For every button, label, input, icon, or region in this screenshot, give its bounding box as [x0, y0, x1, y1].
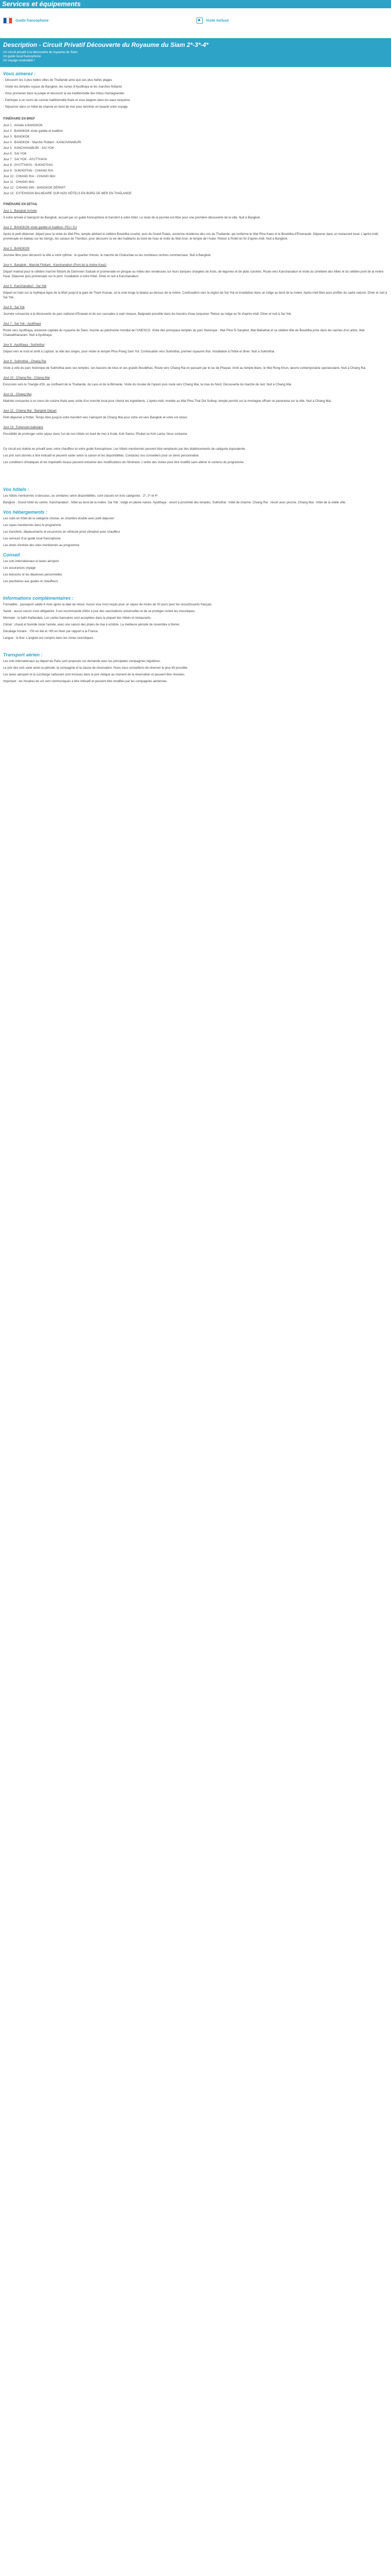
included-item: Les nuits en hôtel de la catégorie choisie, en chambre double avec petit déjeuner — [3, 517, 115, 520]
itinerary-item: Jour 2 : BANGKOK visite guidée et tradition — [3, 130, 63, 133]
day-block — [3, 376, 388, 387]
transport-line: Les taxes aéroport et la surcharge carburant sont incluses dans le prix indiqué au moment de la réservation et peuvent être révisées. — [3, 673, 185, 676]
itinerary-item: Jour 13 : EXTENSION BALNEAIRE SUR NOS HÔTELS EN BORD DE MER EN THAÏLANDE — [3, 192, 132, 195]
day-block — [3, 343, 388, 354]
day-text: Départ en train sur la mythique ligne de la Mort jusqu'à la gare de Tham Krasae, où la voie longe la falaise au-dessus de la rivière. Continuation vers la région de Sai Yok et installation dans un lodge au bord de la rivière. Après-midi libre pour profiter du cadre naturel. Dîner et nuit à Sai Yok. — [3, 292, 387, 299]
itinerary-item: Jour 10 : CHIANG RAI - CHIANG MAI — [3, 175, 56, 178]
page — [0, 0, 391, 684]
itinerary-item: Jour 11 : CHIANG MAI — [3, 181, 35, 184]
advice-heading: Conseil — [3, 552, 20, 557]
day-block — [3, 306, 388, 317]
itinerary-title: ITINÉRAIRE EN BREF — [3, 117, 36, 121]
day-text: Départ matinal pour le célèbre marché flottant de Damnoen Saduak et promenade en pirogue au milieu des vendeuses sur leurs barques chargées de fruits, de légumes et de plats cuisinés. Route vers Kanchanaburi et visite du cimetière des Alliés et du célèbre pont de la rivière Kwaï. Déjeuner puis promenade sur le pont. Installation à votre hôtel. Dîner et nuit à Kanchanaburi. — [3, 270, 384, 278]
program-heading: Vous aimerez : — [3, 71, 36, 76]
itinerary-detail — [0, 202, 391, 437]
day-block — [3, 409, 388, 420]
day-title: Jour 5 : Kanchanaburi - Sai Yok — [3, 285, 47, 288]
transport-heading: Transport aérien : — [3, 652, 43, 657]
day-title: Jour 3 : BANGKOK — [3, 247, 30, 250]
day-text: Journée consacrée à la découverte du parc national d'Erawan et de ses cascades à sept niveaux. Baignade possible dans les bassins d'eau turquoise. Retour au lodge en fin d'après-midi. Dîner et nuit à Sai Yok. — [3, 313, 292, 316]
included-item: Les services d'un guide local francophone — [3, 537, 61, 540]
day-block — [3, 360, 388, 371]
included-item: Les transferts, déplacements et excursions en véhicule privé climatisé avec chauffeur — [3, 531, 120, 534]
day-block — [3, 426, 388, 437]
day-text: À votre arrivée à l'aéroport de Bangkok, accueil par un guide francophone et transfert à votre hôtel. Le reste de la journée est libre pour une première découverte de la ville. Nuit à Bangkok. — [3, 216, 261, 219]
feature-guide — [0, 18, 197, 24]
day-text: Visite à vélo du parc historique de Sukhothai avec ses temples, ses bassins de lotus et ses grands Bouddhas. Route vers Chiang Rai en passant par le lac de Phayao. Arrêt au temple blanc, le Wat Rong Khun, œuvre contemporaine spectaculaire. Nuit à Chiang Rai. — [3, 367, 367, 370]
ticket-icon — [197, 18, 203, 24]
day-text: Excursion vers le Triangle d'Or, au confluent de la Thaïlande, du Laos et de la Birmanie. Visite du musée de l'opium puis route vers Chiang Mai, la rose du Nord. Découverte du marché de nuit. Nuit à Chiang Mai. — [3, 383, 292, 386]
included-item: Les droits d'entrée des sites mentionnés au programme — [3, 544, 79, 547]
advice-item: Les assurances voyage — [3, 567, 36, 570]
description-tags — [3, 50, 388, 63]
intro-line: - Participer à un cours de cuisine traditionnelle thaïe et vous baigner dans les eaux turquoise — [3, 99, 130, 102]
itinerary-summary — [0, 117, 391, 196]
tag-item: Un circuit privatif à la découverte du royaume de Siam — [3, 51, 78, 54]
detail-title: ITINÉRAIRE EN DÉTAIL — [3, 203, 38, 206]
day-text: Journée libre pour découvrir la ville à votre rythme : le quartier chinois, le marché de Chatuchak ou les nombreux centres commerciaux. Nuit à Bangkok. — [3, 254, 211, 257]
day-text: Route vers Ayutthaya, ancienne capitale du royaume de Siam, inscrite au patrimoine mondial de l'UNESCO. Visite des principaux temples du parc historique : Wat Phra Si Sanphet, Wat Mahathat et sa célèbre tête de Bouddha prise dans les racines d'un arbre, Wat Chaiwatthanaram. Nuit à Ayutthaya. — [3, 329, 365, 337]
day-title: Jour 7 : Sai Yok - Ayutthaya — [3, 323, 41, 326]
day-title: Jour 8 : Ayutthaya - Sukhothai — [3, 344, 44, 347]
advice-item: Les pourboires aux guides et chauffeurs — [3, 580, 58, 583]
itinerary-item: Jour 5 : KANCHANABURI - SAI YOK — [3, 147, 54, 150]
day-title: Jour 11 : Chiang Mai — [3, 393, 31, 396]
transport-line: Important : les horaires de vol sont communiqués à titre indicatif et peuvent être modifiés par les compagnies aériennes. — [3, 680, 168, 683]
practical-line: Climat : chaud et humide toute l'année, avec une saison des pluies de mai à octobre. La meilleure période de novembre à février. — [3, 623, 181, 626]
hotels-body: Bangkok : Grand hôtel du centre. Kanchanaburi : hôtel au bord de la rivière. Sai Yok : lodge en pleine nature. Ayutthaya : resort à proximité des temples. Sukhothai : hôtel de charme. Chiang Rai : resort avec piscine. Chiang Mai : hôtel de la vieille ville. — [3, 501, 346, 504]
intro-line: - Découvrir les 3 plus belles villes de Thaïlande ainsi que ses plus belles plages — [3, 79, 112, 82]
advice-item: Les boissons et les dépenses personnelles — [3, 573, 62, 577]
transport-line: Les vols internationaux au départ de Paris sont proposés sur demande avec les principales compagnies régulières. — [3, 660, 161, 663]
tag-item: Un voyage modulable ! — [3, 59, 35, 62]
description-title: Description - Circuit Privatif Découverte du Royaume du Siam 2*-3*-4* — [3, 41, 209, 48]
day-title: Jour 2 : BANGKOK visite guidée et tradition. PDJ / DJ — [3, 226, 77, 229]
advice-item: Les vols internationaux et taxes aéroport — [3, 560, 59, 563]
hotels-section — [0, 494, 391, 505]
description-banner — [0, 38, 391, 67]
day-title: Jour 10 : Chiang Rai - Chiang Mai — [3, 377, 50, 380]
day-block — [3, 247, 388, 258]
advice-section — [0, 560, 391, 584]
program-intro — [0, 78, 391, 110]
day-title: Jour 12 : Chiang Mai - Bangkok Départ — [3, 410, 57, 413]
feature-guide-label: Guide francophone — [15, 19, 49, 23]
day-block — [3, 209, 388, 221]
day-title: Jour 1 : Bangkok Arrivée — [3, 210, 37, 213]
practical-line: Monnaie : le baht thaïlandais. Les cartes bancaires sont acceptées dans la plupart des hôtels et restaurants. — [3, 617, 152, 620]
included-item: Les repas mentionnés dans le programme — [3, 524, 61, 527]
day-block — [3, 263, 388, 279]
day-text: Départ vers le nord et arrêt à Lopburi, la ville des singes, pour visiter le temple Phra Prang Sam Yot. Continuation vers Sukhothai, premier royaume thaï. Installation à l'hôtel et dîner. Nuit à Sukhothai. — [3, 350, 275, 353]
hotels-heading: Vos hôtels : — [3, 487, 29, 492]
section-header-services: Services et équipements — [0, 0, 391, 8]
hotels-intro: Les hôtels mentionnés ci-dessous, ou similaires selon disponibilités, sont classés en trois catégories : 2*, 3* et 4*. — [3, 495, 159, 498]
itinerary-item: Jour 3 : BANGKOK — [3, 135, 30, 139]
practical-line: Formalités : passeport valide 6 mois après la date de retour. Aucun visa n'est requis pour un séjour de moins de 30 jours pour les ressortissants français. — [3, 603, 213, 606]
day-title: Jour 6 : Sai Yok — [3, 306, 25, 309]
day-block — [3, 393, 388, 404]
included-heading: Vos hébergements : — [3, 510, 47, 515]
day-block — [3, 322, 388, 338]
day-text: Matinée consacrée à un cours de cuisine thaïe avec visite d'un marché local pour choisir les ingrédients. L'après-midi, montée au Wat Phra That Doi Suthep, temple perché sur la montagne offrant un panorama sur la ville. Nuit à Chiang Mai. — [3, 400, 332, 403]
itinerary-item: Jour 12 : CHIANG MAI - BANGKOK DÉPART — [3, 187, 66, 190]
practical-section — [0, 603, 391, 641]
practical-line: Santé : aucun vaccin n'est obligatoire. Il est recommandé d'être à jour des vaccinations universelles et de se protéger contre les moustiques. — [3, 610, 196, 613]
intro-line: - Séjourner dans un hôtel de charme en bord de mer pour terminer en beauté votre voyage — [3, 106, 128, 109]
day-text: Après le petit déjeuner, départ pour la visite du Wat Pho, temple abritant le célèbre Bouddha couché, puis du Grand Palais, ancienne résidence des rois de Thaïlande, qui renferme le Wat Phra Kaeo et le Bouddha d'Émeraude. Déjeuner dans un restaurant local. L'après-midi, promenade en bateau sur les klongs, les canaux de Thonburi, pour découvrir la vie des habitants au bord de l'eau et visite du Wat Arun, le temple de l'Aube. Retour à l'hôtel en fin d'après-midi. Nuit à Bangkok. — [3, 233, 379, 241]
intro-line: - Vous promener dans la jungle et découvrir la vie traditionnelle des tribus montagnardes — [3, 92, 125, 95]
itinerary-item: Jour 6 : SAI YOK — [3, 152, 27, 156]
practical-line: Langue : le thaï. L'anglais est compris dans les zones touristiques. — [3, 637, 94, 640]
features-row — [0, 12, 391, 29]
transport-line: Le prix des vols varie selon la période, la compagnie et la classe de réservation. Nous vous conseillons de réserver le plus tôt possible. — [3, 667, 188, 670]
feature-visit — [197, 18, 229, 24]
note-line: Ce circuit est réalisé en privatif avec votre chauffeur et votre guide francophone. Les hôtels mentionnés peuvent être remplacés par des établissements de catégorie équivalente. — [3, 448, 246, 451]
day-block — [3, 284, 388, 300]
day-title: Jour 4 : Bangkok - Marché Flottant - Kanchanaburi (Pont de la rivière Kwaï) — [3, 264, 107, 267]
days-list — [3, 209, 388, 437]
itinerary-list — [3, 124, 388, 196]
transport-section — [0, 659, 391, 684]
day-title: Jour 13 : Extension balnéaire — [3, 426, 43, 429]
day-title: Jour 9 : Sukhothai - Chiang Rai — [3, 360, 46, 363]
day-text: Possibilité de prolonger votre séjour dans l'un de nos hôtels en bord de mer à Krabi, Koh Samui, Phuket ou Koh Lanta. Nous contacter. — [3, 433, 188, 436]
itinerary-item: Jour 8 : AYUTTHAYA - SUKHOTHAI — [3, 164, 53, 167]
itinerary-item: Jour 9 : SUKHOTHAI - CHIANG RAI — [3, 170, 54, 173]
included-section — [0, 517, 391, 548]
itinerary-item: Jour 7 : SAI YOK - AYUTTHAYA — [3, 158, 47, 161]
day-block — [3, 226, 388, 242]
practical-line: Décalage horaire : +5h en été et +6h en hiver par rapport à la France. — [3, 630, 99, 633]
french-flag-icon — [3, 18, 12, 24]
feature-visit-label: Visite Incluse — [206, 19, 229, 23]
practical-heading: Informations complémentaires : — [3, 596, 74, 601]
note-line: Les conditions climatiques et les impératifs locaux peuvent entraîner des modifications de l'itinéraire. L'ordre des visites peut être modifié sans altérer le contenu du programme. — [3, 461, 245, 464]
note-line: Les prix sont donnés à titre indicatif et peuvent varier selon la saison et les disponibilités. Contactez nos conseillers pour un devis personnalisé. — [3, 454, 200, 457]
itinerary-item: Jour 4 : BANGKOK - Marché Flottant - KANCHANABURI — [3, 141, 82, 144]
itinerary-item: Jour 1 : Arrivée à BANGKOK — [3, 124, 43, 127]
tag-item: Un guide local francophone — [3, 55, 41, 58]
notes-section — [0, 447, 391, 465]
day-text: Petit déjeuner à l'hôtel. Temps libre jusqu'à votre transfert vers l'aéroport de Chiang Mai pour votre vol vers Bangkok et votre vol retour. — [3, 416, 188, 419]
intro-line: - Visiter les temples royaux de Bangkok, les ruines d'Ayutthaya et les marchés flottants — [3, 86, 122, 89]
